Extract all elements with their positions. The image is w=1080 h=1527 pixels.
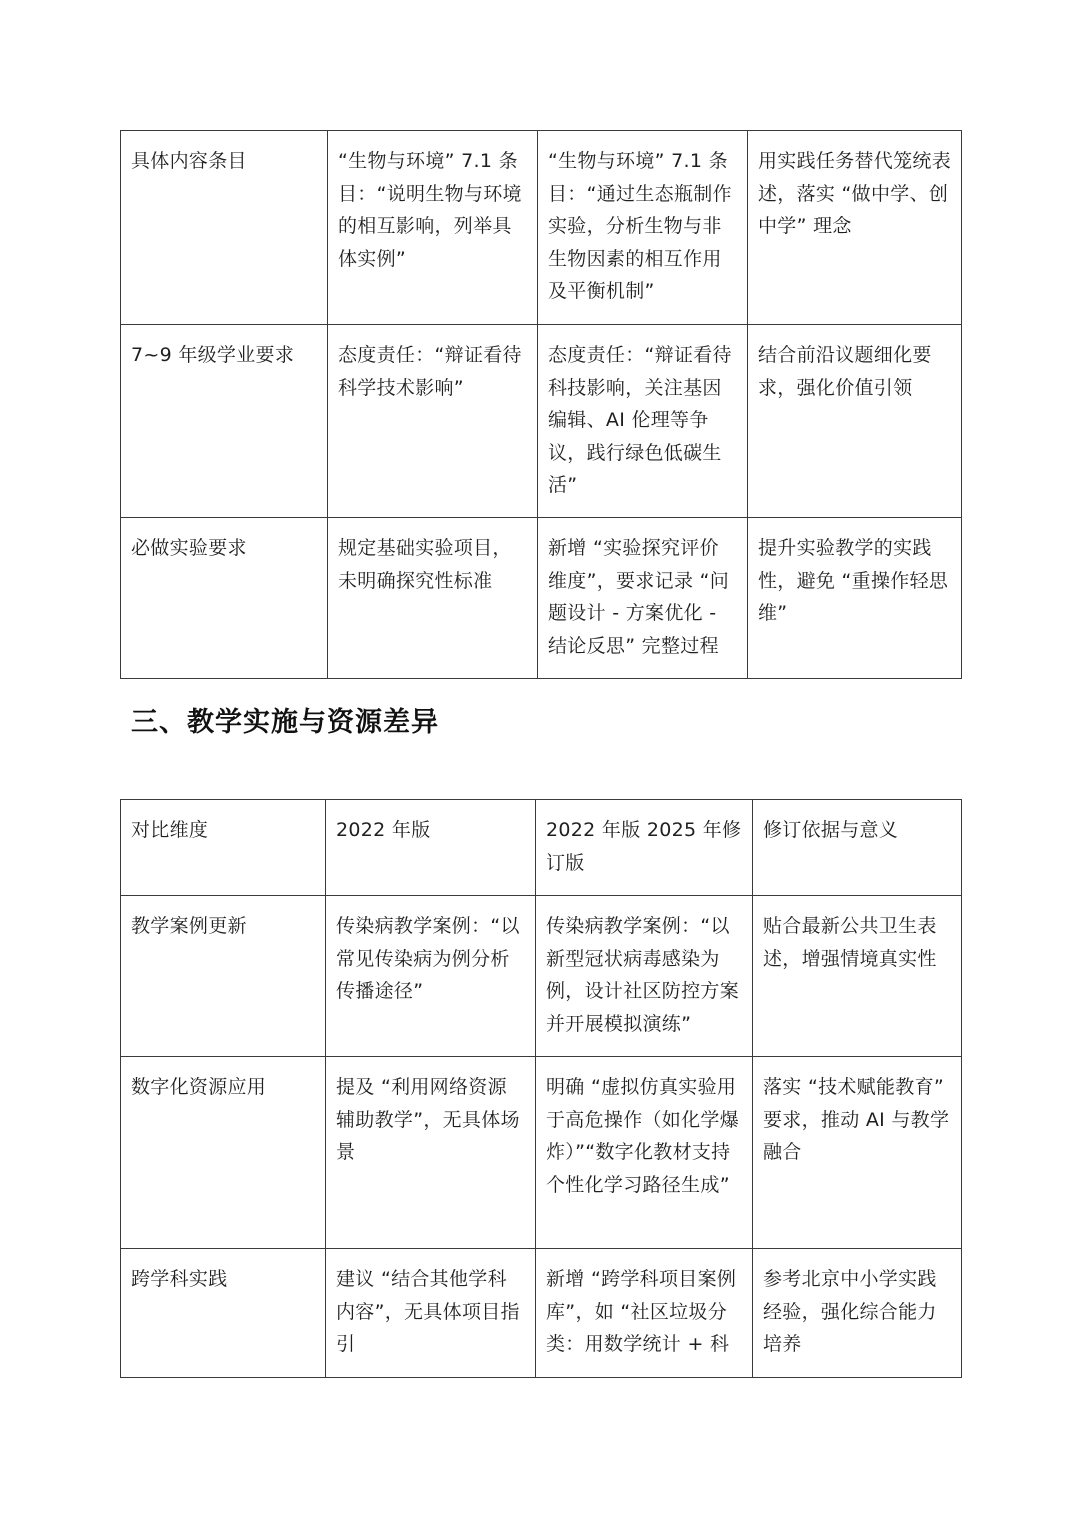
table-cell-2022: 传染病教学案例：“以常见传染病为例分析传播途径”: [326, 896, 536, 1057]
table-cell-dimension: 教学案例更新: [121, 896, 326, 1057]
table-cell-dimension: 7~9 年级学业要求: [121, 325, 328, 518]
table-cell-rationale: 落实 “技术赋能教育” 要求，推动 AI 与教学融合: [753, 1057, 962, 1249]
teaching-resources-comparison-table: [120, 799, 962, 1378]
table-cell-2025-revision: 明确 “虚拟仿真实验用于高危操作（如化学爆炸）”“数字化教材支持个性化学习路径生成”: [536, 1057, 753, 1249]
table-cell-2022: 建议 “结合其他学科内容”，无具体项目指引: [326, 1249, 536, 1378]
table-cell-2025-revision: 态度责任：“辩证看待科技影响，关注基因编辑、AI 伦理等争议，践行绿色低碳生活”: [538, 325, 748, 518]
table-cell-rationale: 贴合最新公共卫生表述，增强情境真实性: [753, 896, 962, 1057]
table-header-cell: 对比维度: [121, 800, 326, 896]
table-cell-2025-revision: 新增 “跨学科项目案例库”，如 “社区垃圾分类：用数学统计 + 科: [536, 1249, 753, 1378]
table-row: [121, 896, 962, 1057]
table-row: [121, 518, 962, 679]
table-cell-2025-revision: 传染病教学案例：“以新型冠状病毒感染为例，设计社区防控方案并开展模拟演练”: [536, 896, 753, 1057]
table-cell-dimension: 必做实验要求: [121, 518, 328, 679]
table-cell-dimension: 具体内容条目: [121, 131, 328, 325]
table-cell-2022: 提及 “利用网络资源辅助教学”，无具体场景: [326, 1057, 536, 1249]
table-cell-rationale: 结合前沿议题细化要求，强化价值引领: [748, 325, 962, 518]
table-cell-rationale: 提升实验教学的实践性，避免 “重操作轻思维”: [748, 518, 962, 679]
table-row: [121, 1249, 962, 1378]
standards-comparison-table-continued: [120, 130, 962, 679]
table-cell-rationale: 参考北京中小学实践经验，强化综合能力培养: [753, 1249, 962, 1378]
table-cell-2022: 态度责任：“辩证看待科学技术影响”: [328, 325, 538, 518]
table-cell-2025-revision: 新增 “实验探究评价维度”，要求记录 “问题设计 - 方案优化 - 结论反思” 完整过程: [538, 518, 748, 679]
table-cell-rationale: 用实践任务替代笼统表述，落实 “做中学、创中学” 理念: [748, 131, 962, 325]
table-cell-dimension: 跨学科实践: [121, 1249, 326, 1378]
table-row: [121, 325, 962, 518]
table-cell-dimension: 数字化资源应用: [121, 1057, 326, 1249]
table-row: [121, 131, 962, 325]
table-header-cell: 2022 年版 2025 年修订版: [536, 800, 753, 896]
table-header-cell: 修订依据与意义: [753, 800, 962, 896]
section-heading: 三、教学实施与资源差异: [131, 707, 439, 738]
table-cell-2022: “生物与环境” 7.1 条目：“说明生物与环境的相互影响，列举具体实例”: [328, 131, 538, 325]
table-header-cell: 2022 年版: [326, 800, 536, 896]
table-row: [121, 1057, 962, 1249]
table-cell-2022: 规定基础实验项目，未明确探究性标准: [328, 518, 538, 679]
table-cell-2025-revision: “生物与环境” 7.1 条目：“通过生态瓶制作实验，分析生物与非生物因素的相互作用及平衡机制”: [538, 131, 748, 325]
table-header-row: [121, 800, 962, 896]
